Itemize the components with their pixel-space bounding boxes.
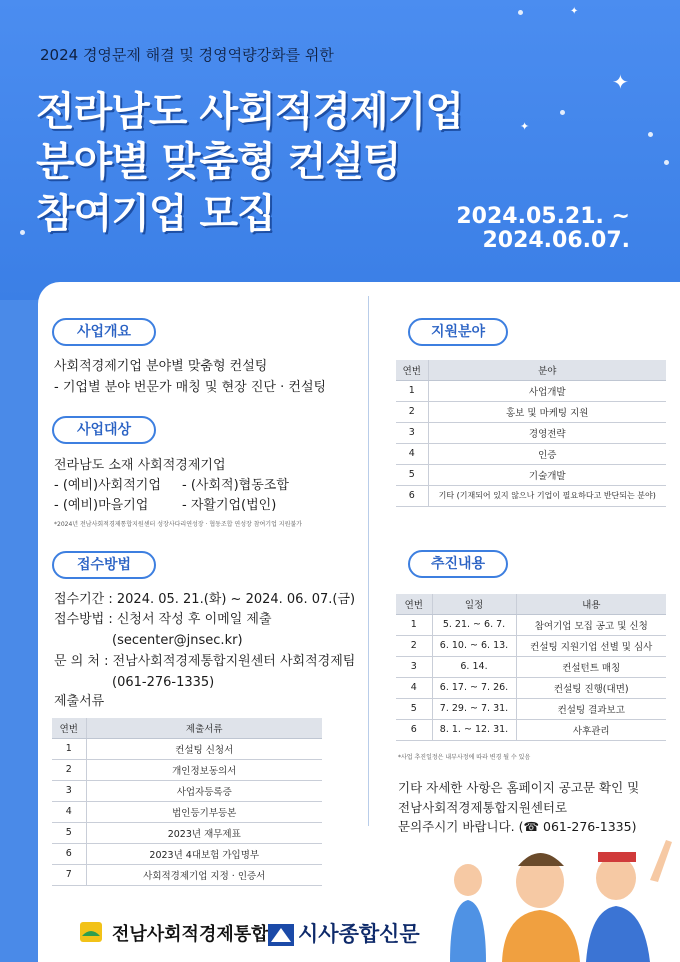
table-header-cell: 내용 — [516, 594, 666, 614]
table-row — [396, 380, 666, 401]
table-row — [396, 422, 666, 443]
table-row — [52, 801, 322, 822]
table-cell: 2023년 재무제표 — [86, 822, 322, 843]
table-row — [396, 698, 666, 719]
title-line-3: 참여기업 모집 — [36, 191, 275, 237]
date-start: 2024.05.21. ~ — [456, 204, 630, 229]
table-cell: 경영전략 — [428, 422, 666, 443]
overview-line-2: - 기업별 분야 번문가 매칭 및 현장 진단 · 컨설팅 — [54, 380, 327, 395]
table-cell: 3 — [396, 422, 428, 443]
table-cell: 사회적경제기업 지정 · 인증서 — [86, 864, 322, 885]
target-item: - (예비)마을기업 — [54, 498, 149, 513]
table-cell: 기술개발 — [428, 464, 666, 485]
target-item: - 자활기업(법인) — [182, 498, 277, 513]
table-cell: 사업개발 — [428, 380, 666, 401]
table-cell: 3 — [396, 656, 432, 677]
header-subtitle: 2024 경영문제 해결 및 경영역량강화를 위한 — [40, 46, 334, 64]
table-cell: 컨설턴트 매칭 — [516, 656, 666, 677]
table-cell: 6 — [52, 843, 86, 864]
table-cell: 2 — [396, 401, 428, 422]
table-cell: 인증 — [428, 443, 666, 464]
etc-line-2: 전남사회적경제통합지원센터로 — [398, 800, 568, 815]
table-cell: 5 — [396, 464, 428, 485]
table-row — [396, 485, 666, 506]
table-cell: 6. 14. — [432, 656, 516, 677]
apply-phone: (061-276-1335) — [112, 675, 215, 690]
apply-method: 접수방법 : 신청서 작성 후 이메일 제출 — [54, 612, 272, 627]
illustration-people — [440, 820, 680, 962]
table-cell: 사업자등록증 — [86, 780, 322, 801]
table-cell: 4 — [396, 443, 428, 464]
table-row — [52, 822, 322, 843]
table-row — [52, 738, 322, 759]
table-cell: 7. 29. ~ 7. 31. — [432, 698, 516, 719]
table-header-row — [396, 594, 666, 614]
date-end: 2024.06.07. — [482, 228, 630, 253]
target-item: - (예비)사회적기업 — [54, 478, 161, 493]
sparkle-dot — [20, 230, 25, 235]
table-cell: 5. 21. ~ 6. 7. — [432, 614, 516, 635]
overview-line-1: 사회적경제기업 분야별 맞춤형 컨설팅 — [54, 359, 268, 374]
table-cell: 5 — [52, 822, 86, 843]
table-header-cell: 연번 — [52, 718, 86, 738]
overview-heading: 사업개요 — [52, 318, 156, 346]
target-item: - (사회적)협동조합 — [182, 478, 289, 493]
table-row — [396, 677, 666, 698]
sparkle-dot — [518, 10, 523, 15]
sparkle-dot — [648, 132, 653, 137]
table-cell: 4 — [396, 677, 432, 698]
table-row — [396, 614, 666, 635]
table-cell: 컨설팅 지원기업 선별 및 심사 — [516, 635, 666, 656]
table-cell: 법인등기부등본 — [86, 801, 322, 822]
apply-contact: 문 의 처 : 전남사회적경제통합지원센터 사회적경제팀 — [54, 654, 356, 669]
table-cell: 7 — [52, 864, 86, 885]
table-cell: 개인정보동의서 — [86, 759, 322, 780]
column-divider — [368, 296, 369, 826]
target-heading: 사업대상 — [52, 416, 156, 444]
table-cell: 6. 17. ~ 7. 26. — [432, 677, 516, 698]
sparkle-icon: ✦ — [612, 70, 629, 94]
table-cell: 5 — [396, 698, 432, 719]
sparkle-icon: ✦ — [520, 120, 530, 133]
apply-email: (secenter@jnsec.kr) — [112, 633, 243, 648]
etc-line-1: 기타 자세한 사항은 홈페이지 공고문 확인 및 — [398, 780, 640, 795]
table-cell: 사후관리 — [516, 719, 666, 740]
table-header-cell: 연번 — [396, 360, 428, 380]
table-cell: 2 — [52, 759, 86, 780]
apply-heading: 접수방법 — [52, 551, 156, 579]
table-row — [396, 443, 666, 464]
table-row — [52, 780, 322, 801]
table-row — [396, 464, 666, 485]
table-cell: 6. 10. ~ 6. 13. — [432, 635, 516, 656]
table-cell: 홍보 및 마케팅 지원 — [428, 401, 666, 422]
table-row — [52, 759, 322, 780]
target-note: *2024년 전남사회적경제통합지원센터 성장사다리연성장 · 협동조합 연성장 참여기업 지원불가 — [54, 521, 302, 528]
title-line-1: 전라남도 사회적경제기업 — [36, 89, 463, 135]
news-watermark: 시사종합신문 — [298, 922, 420, 946]
sparkle-icon: ✦ — [570, 6, 579, 17]
table-row — [396, 635, 666, 656]
schedule-note: *사업 추진일정은 내부사정에 따라 변경 될 수 있음 — [398, 754, 531, 761]
target-line-1: 전라남도 소재 사회적경제기업 — [54, 458, 226, 473]
table-cell: 1 — [396, 380, 428, 401]
table-header-cell: 분야 — [428, 360, 666, 380]
table-row — [396, 656, 666, 677]
table-cell: 3 — [52, 780, 86, 801]
sparkle-dot — [664, 160, 669, 165]
schedule-table — [396, 594, 666, 741]
table-cell: 2 — [396, 635, 432, 656]
apply-period: 접수기간 : 2024. 05. 21.(화) ~ 2024. 06. 07.(금) — [54, 592, 356, 607]
table-header-row — [52, 718, 322, 738]
table-cell: 컨설팅 진행(대면) — [516, 677, 666, 698]
table-row — [396, 401, 666, 422]
schedule-heading: 추진내용 — [408, 550, 508, 578]
news-logo-icon — [268, 924, 294, 946]
docs-table — [52, 718, 322, 886]
table-header-cell: 연번 — [396, 594, 432, 614]
table-row — [52, 843, 322, 864]
docs-title: 제출서류 — [54, 694, 105, 709]
table-cell: 8. 1. ~ 12. 31. — [432, 719, 516, 740]
table-header-row — [396, 360, 666, 380]
fields-heading: 지원분야 — [408, 318, 508, 346]
etc-line-3: 문의주시기 바랍니다. (☎ 061-276-1335) — [398, 819, 637, 834]
table-cell: 참여기업 모집 공고 및 신청 — [516, 614, 666, 635]
footer-org-name: 전남사회적경제통합 — [112, 924, 269, 945]
table-cell: 6 — [396, 719, 432, 740]
org-logo-icon — [80, 922, 102, 942]
table-row — [396, 719, 666, 740]
table-cell: 6 — [396, 485, 428, 506]
table-cell: 컨설팅 결과보고 — [516, 698, 666, 719]
table-row — [52, 864, 322, 885]
title-line-2: 분야별 맞춤형 컨설팅 — [36, 139, 401, 185]
table-header-cell: 일정 — [432, 594, 516, 614]
table-cell: 컨설팅 신청서 — [86, 738, 322, 759]
table-cell: 1 — [396, 614, 432, 635]
table-header-cell: 제출서류 — [86, 718, 322, 738]
table-cell: 4 — [52, 801, 86, 822]
sparkle-dot — [560, 110, 565, 115]
table-cell: 1 — [52, 738, 86, 759]
table-cell: 2023년 4대보험 가입명부 — [86, 843, 322, 864]
table-cell: 기타 (기재되어 있지 않으나 기업이 필요하다고 반단되는 분야) — [428, 485, 666, 506]
fields-table — [396, 360, 666, 507]
